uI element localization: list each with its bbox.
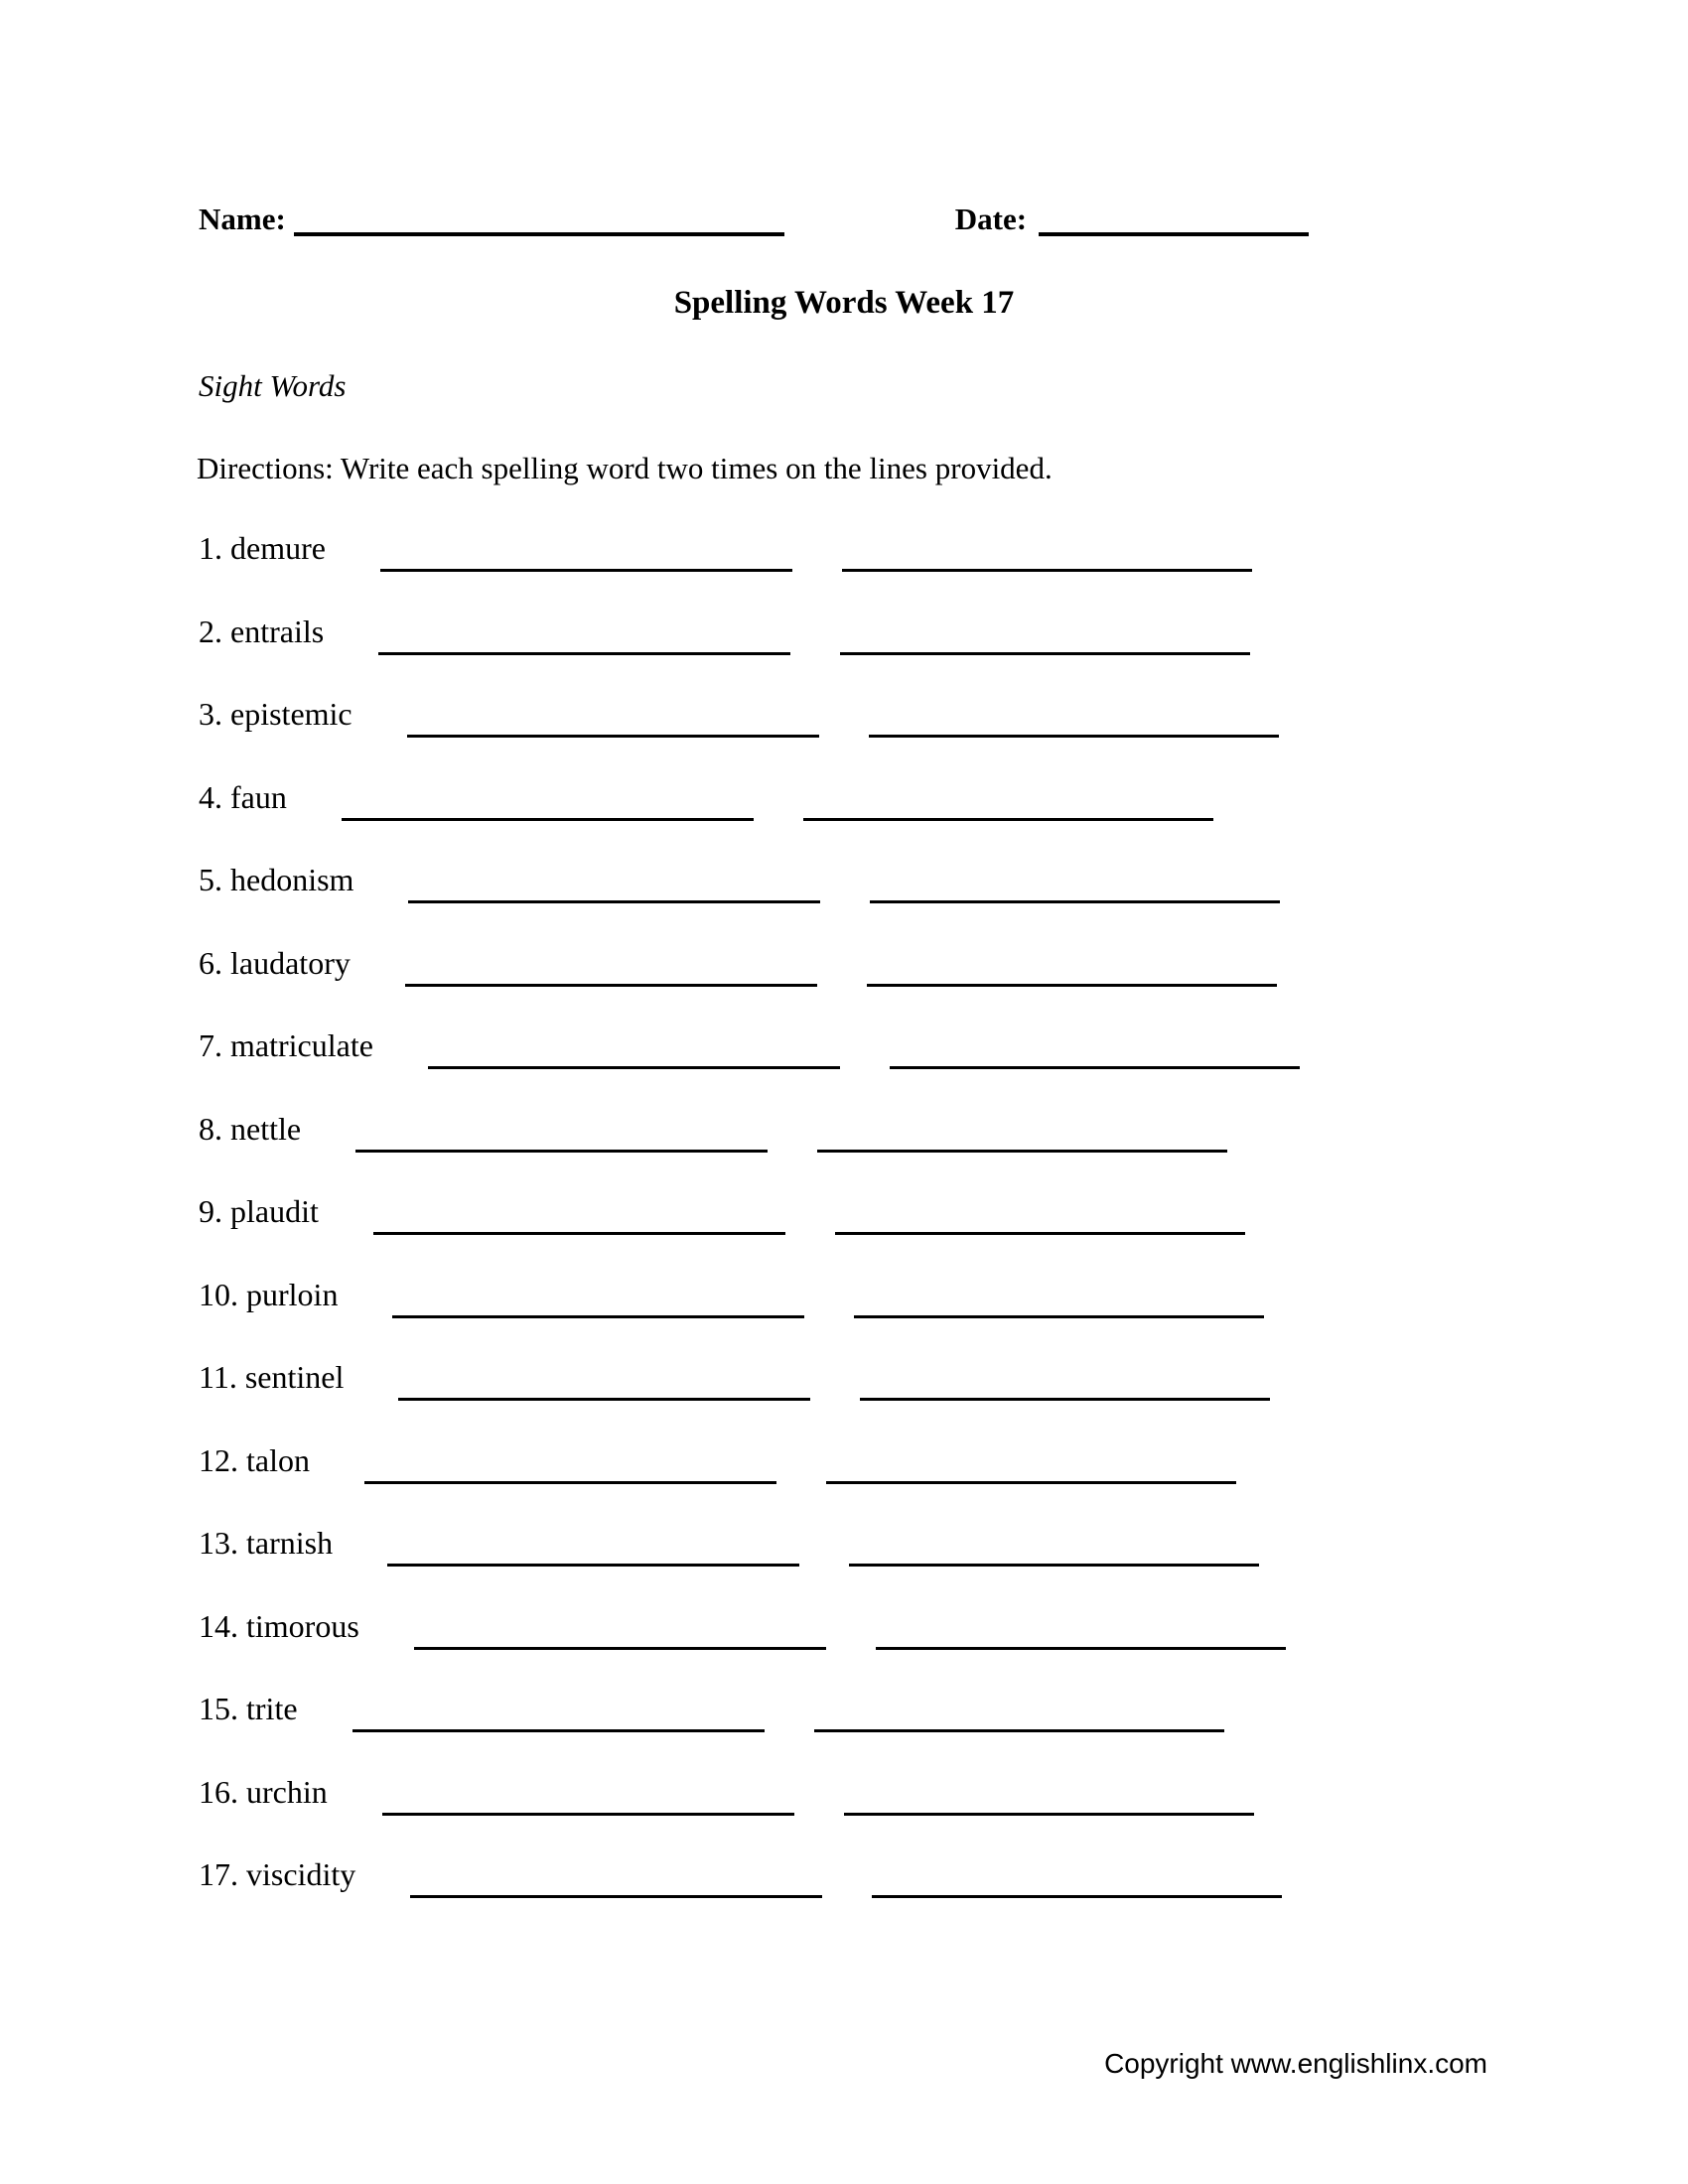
answer-line-1[interactable] [378,652,790,655]
word-row [199,1774,1450,1857]
answer-line-2[interactable] [849,1564,1259,1567]
word-label: 5. hedonism [199,862,354,897]
answer-line-1[interactable] [342,818,754,821]
answer-line-1[interactable] [382,1813,794,1816]
answer-line-2[interactable] [872,1895,1282,1898]
answer-line-2[interactable] [814,1729,1224,1732]
word-label: 16. urchin [199,1773,328,1810]
answer-line-1[interactable] [392,1315,804,1318]
word-row [199,1442,1450,1526]
name-label: Name: [199,202,286,236]
word-row [199,614,1450,697]
word-label: 7. matriculate [199,1027,373,1063]
name-write-line[interactable] [294,232,784,236]
date-write-line[interactable] [1039,232,1309,236]
word-label: 14. timorous [199,1607,359,1644]
date-label: Date: [954,202,1028,236]
word-label: 10. purloin [199,1276,339,1312]
word-row [199,1027,1450,1111]
word-row [199,530,1450,614]
answer-line-2[interactable] [817,1150,1227,1153]
answer-line-2[interactable] [867,984,1277,987]
answer-line-1[interactable] [373,1232,785,1235]
word-label: 11. sentinel [199,1359,345,1395]
word-row [199,779,1450,863]
answer-line-1[interactable] [407,735,819,738]
copyright-text: Copyright www.englishlinx.com [1104,2048,1487,2079]
section-heading-sight-words: Sight Words [199,368,347,403]
answer-line-2[interactable] [860,1398,1270,1401]
answer-line-1[interactable] [405,984,817,987]
answer-line-1[interactable] [408,900,820,903]
word-row [199,1193,1450,1277]
answer-line-1[interactable] [380,569,792,572]
answer-line-2[interactable] [869,735,1279,738]
word-label: 13. tarnish [199,1525,334,1561]
word-row [199,1359,1450,1442]
word-label: 4. faun [199,778,287,815]
answer-line-2[interactable] [826,1481,1236,1484]
answer-line-1[interactable] [352,1729,765,1732]
answer-line-1[interactable] [398,1398,810,1401]
word-label: 12. talon [199,1441,310,1478]
word-label: 3. epistemic [199,696,352,732]
word-row [199,945,1450,1028]
directions-text: Directions: Write each spelling word two times on the lines provided. [197,451,1053,485]
word-label: 1. demure [199,530,326,566]
word-row [199,1111,1450,1194]
word-label: 2. entrails [199,613,325,649]
word-row [199,696,1450,779]
word-label: 6. laudatory [199,944,351,981]
answer-line-2[interactable] [803,818,1213,821]
word-row [199,1608,1450,1692]
answer-line-2[interactable] [870,900,1280,903]
page-title: Spelling Words Week 17 [673,285,1015,321]
answer-line-1[interactable] [355,1150,768,1153]
answer-line-1[interactable] [364,1481,776,1484]
answer-line-2[interactable] [840,652,1250,655]
word-label: 9. plaudit [199,1193,319,1229]
word-label: 15. trite [199,1691,298,1726]
answer-line-1[interactable] [387,1564,799,1567]
word-list [199,530,1450,1940]
word-label: 17. viscidity [199,1856,356,1892]
date-group [955,202,1309,237]
word-row [199,862,1450,945]
word-label: 8. nettle [199,1110,302,1147]
answer-line-2[interactable] [844,1813,1254,1816]
answer-line-2[interactable] [890,1066,1300,1069]
answer-line-2[interactable] [835,1232,1245,1235]
answer-line-2[interactable] [876,1647,1286,1650]
answer-line-2[interactable] [842,569,1252,572]
word-row [199,1277,1450,1360]
answer-line-1[interactable] [410,1895,822,1898]
word-row [199,1691,1450,1774]
word-row [199,1856,1450,1940]
word-row [199,1525,1450,1608]
answer-line-2[interactable] [854,1315,1264,1318]
header [199,202,1309,237]
answer-line-1[interactable] [414,1647,826,1650]
answer-line-1[interactable] [428,1066,840,1069]
